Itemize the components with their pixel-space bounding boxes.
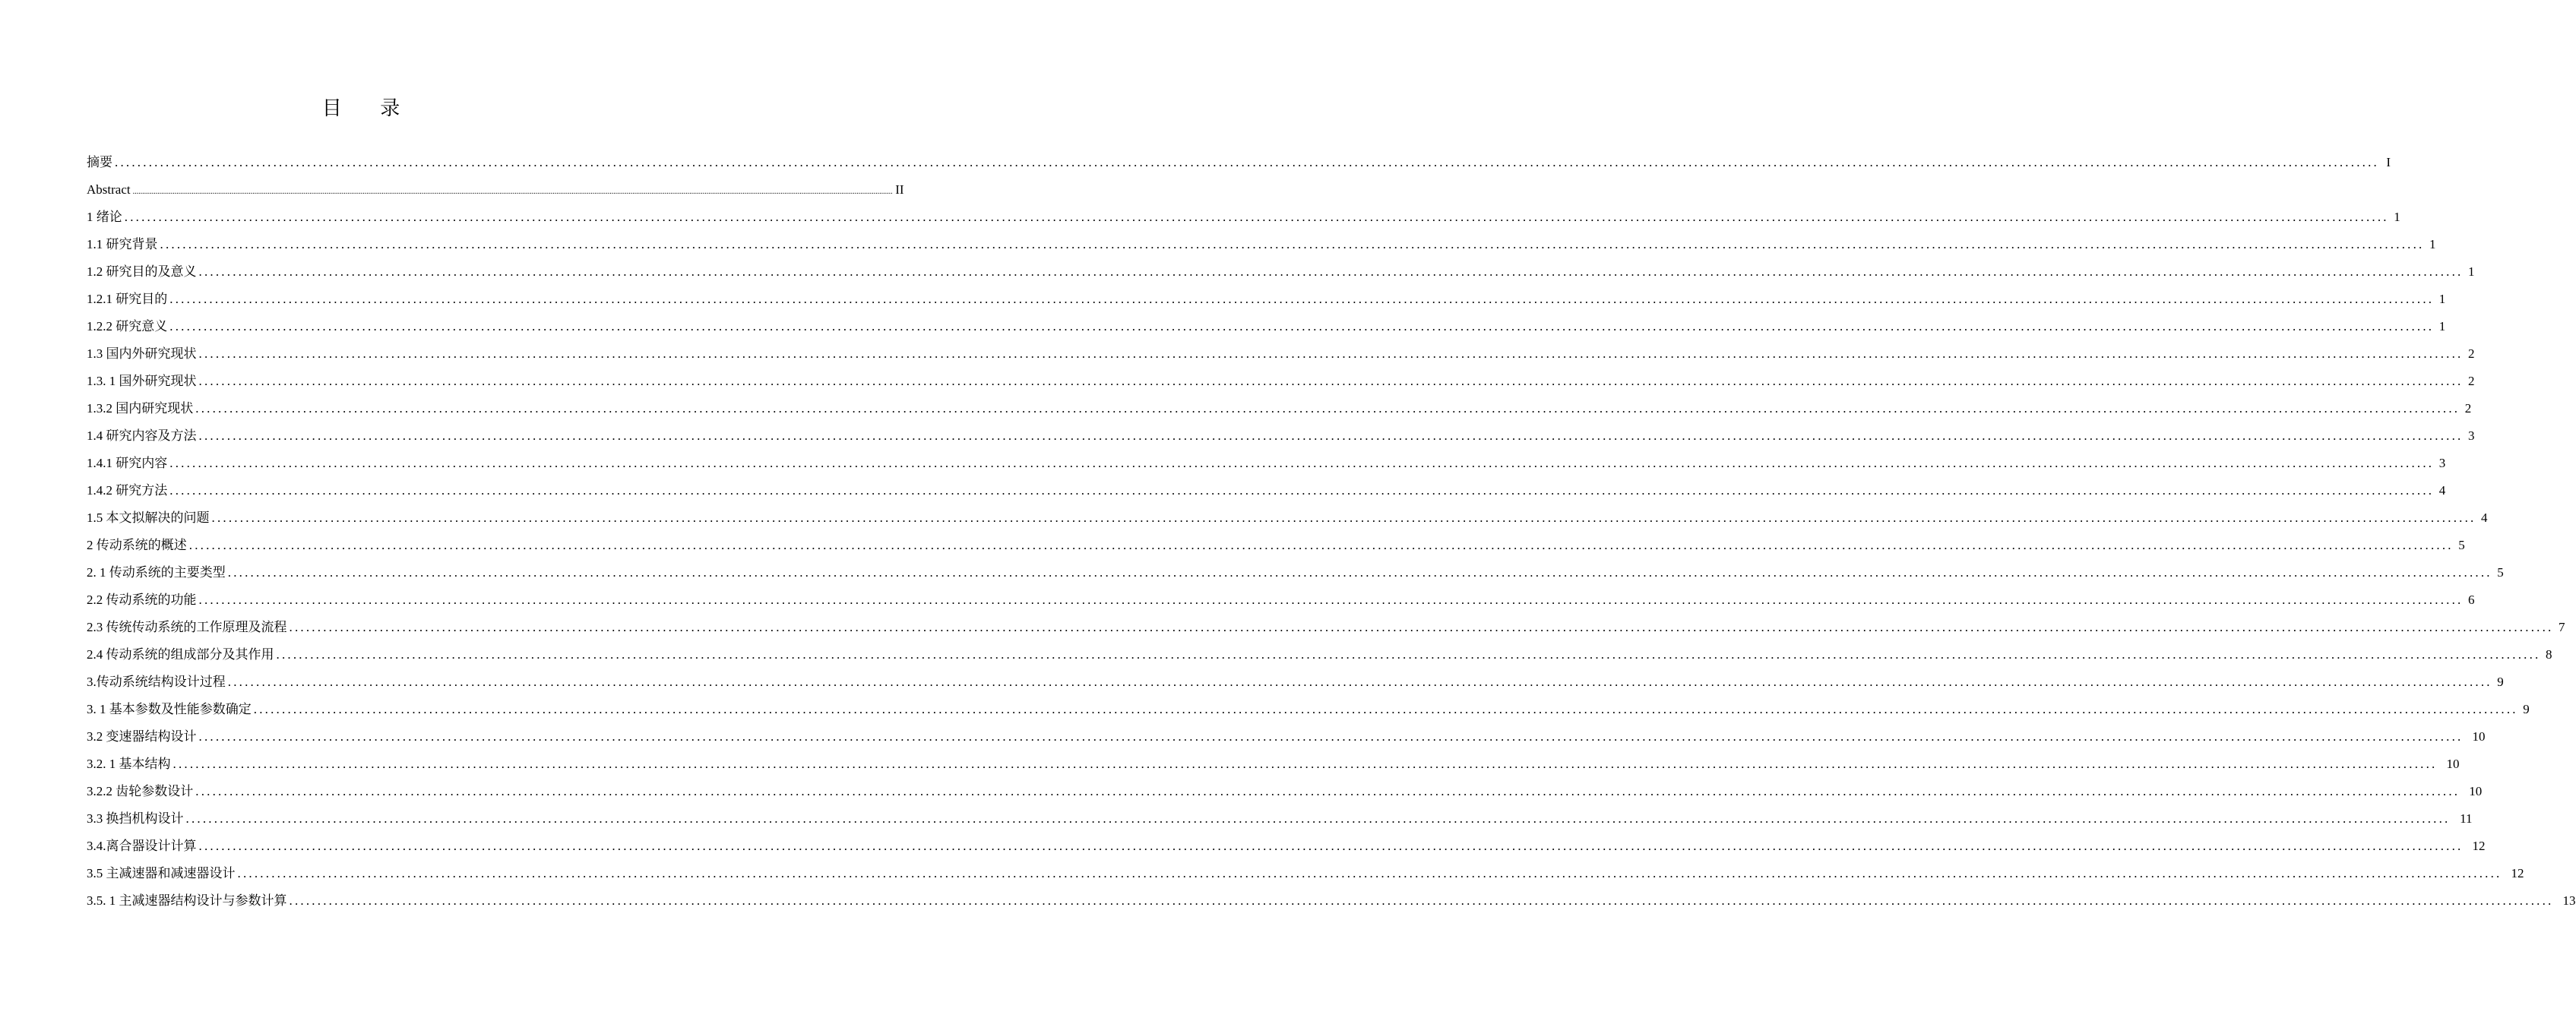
toc-entry-page-number: 10	[2469, 784, 2483, 798]
toc-dot-leader: ................................................................................................................................................................................................................................................................................................................................................................................................................	[227, 565, 2492, 580]
toc-entry-page-number: 4	[2481, 510, 2488, 525]
toc-dot-leader: ................................................................................................................................................................................................................................................................................................................................................................................................................	[124, 210, 2389, 224]
toc-entry-label: 摘要	[87, 155, 112, 169]
toc-entry-page-number: 7	[2559, 620, 2565, 634]
toc-entry-label: 3.2.2 齿轮参数设计	[87, 784, 194, 798]
toc-dot-leader: ................................................................................................................................................................................................................................................................................................................................................................................................................	[198, 729, 2464, 744]
toc-entry[interactable]	[87, 477, 2446, 504]
toc-entry[interactable]	[87, 778, 2483, 805]
toc-entry-label: 1.4.1 研究内容	[87, 456, 168, 470]
toc-entry-label: 1.2.2 研究意义	[87, 319, 168, 333]
toc-entry[interactable]	[87, 559, 2504, 586]
toc-entry-label: 1.2.1 研究目的	[87, 292, 168, 306]
toc-dot-leader: ................................................................................................................................................................................................................................................................................................................................................................................................................	[198, 593, 2464, 607]
toc-entry[interactable]	[87, 669, 2504, 696]
toc-entry-page-number: 13	[2562, 893, 2576, 908]
toc-entry-page-number: 1	[2468, 264, 2475, 279]
toc-entry-page-number: 3	[2438, 456, 2446, 470]
toc-entry[interactable]	[87, 395, 2472, 422]
toc-entry-label: 2.3 传统传动系统的工作原理及流程	[87, 620, 287, 634]
toc-dot-leader: ................................................................................................................................................................................................................................................................................................................................................................................................................	[169, 483, 2435, 498]
toc-dot-leader: ................................................................................................................................................................................................................................................................................................................................................................................................................	[276, 647, 2541, 662]
toc-entry-label: 3.2 变速器结构设计	[87, 729, 197, 744]
toc-entry-page-number: 12	[2472, 839, 2486, 853]
toc-entry[interactable]	[87, 504, 2488, 532]
toc-entry-page-number: 12	[2511, 866, 2524, 880]
toc-dot-leader: ................................................................................................................................................................................................................................................................................................................................................................................................................	[169, 319, 2435, 333]
toc-entry-page-number: 2	[2464, 401, 2472, 416]
toc-entry-page-number: 6	[2468, 593, 2475, 607]
toc-dot-leader: ................................................................................................................................................................................................................................................................................................................................................................................................................	[198, 839, 2464, 853]
toc-entry[interactable]	[87, 450, 2446, 477]
toc-entry-page-number: 10	[2472, 729, 2486, 744]
toc-dot-leader: ................................................................................................................................................................................................................................................................................................................................................................................................................	[198, 374, 2464, 388]
toc-dot-leader: ................................................................................................................................................................................................................................................................................................................................................................................................................	[289, 893, 2554, 908]
toc-entry[interactable]	[87, 258, 2475, 286]
toc-entry-page-number: 9	[2497, 675, 2504, 689]
toc-entry-page-number: 2	[2468, 374, 2475, 388]
toc-entry-label: 1 绪论	[87, 210, 122, 224]
toc-entry-label: 3.传动系统结构设计过程	[87, 675, 226, 689]
toc-dot-leader: ................................................................................................................................................................................................................................................................................................................................................................................................................	[227, 675, 2492, 689]
toc-entry[interactable]	[87, 887, 2576, 915]
toc-entry-label: 2.4 传动系统的组成部分及其作用	[87, 647, 274, 662]
toc-entry-label: 2 传动系统的概述	[87, 538, 187, 552]
toc-dot-leader: ................................................................................................................................................................................................................................................................................................................................................................................................................	[185, 811, 2451, 826]
toc-entry-label: 2.2 传动系统的功能	[87, 593, 197, 607]
toc-entry-label: 3.3 换挡机构设计	[87, 811, 184, 826]
toc-entry-page-number: 11	[2460, 811, 2473, 826]
toc-entry[interactable]	[87, 833, 2486, 860]
toc-dot-leader: ................................................................................................................................................................................................................................................................................................................................................................................................................	[169, 456, 2435, 470]
toc-dot-leader: ................................................................................................................................................................................................................................................................................................................................................................................................................	[160, 237, 2425, 251]
toc-entry-page-number: 4	[2438, 483, 2446, 498]
toc-dot-leader: ................................................................................................................................................................................................................................................................................................................................................................................................................	[115, 155, 2379, 169]
toc-entry-label: 1.1 研究背景	[87, 237, 158, 251]
toc-entry[interactable]	[87, 286, 2446, 313]
toc-entry[interactable]	[87, 696, 2530, 723]
toc-entry[interactable]	[87, 368, 2475, 395]
toc-entry-page-number: II	[895, 182, 904, 197]
toc-entry[interactable]	[87, 805, 2473, 833]
toc-entry-label: 2. 1 传动系统的主要类型	[87, 565, 226, 580]
toc-entry[interactable]	[87, 751, 2460, 778]
toc-entry-page-number: 8	[2546, 647, 2552, 662]
toc-entry[interactable]	[87, 422, 2475, 450]
toc-entry-label: 3. 1 基本参数及性能参数确定	[87, 702, 252, 716]
toc-dot-leader: ................................................................................................................................................................................................................................................................................................................................................................................................................	[195, 401, 2460, 416]
toc-entry[interactable]	[87, 723, 2486, 751]
toc-dot-leader: ................................................................................................................................................................................................................................................................................................................................................................................................................	[132, 188, 893, 196]
toc-dot-leader: ................................................................................................................................................................................................................................................................................................................................................................................................................	[198, 264, 2464, 279]
toc-entry[interactable]	[87, 149, 2391, 176]
toc-entry-page-number: 1	[2429, 237, 2436, 251]
toc-entry[interactable]	[87, 860, 2524, 887]
toc-title: 目 录	[321, 97, 417, 119]
toc-entry[interactable]	[87, 586, 2475, 614]
toc-entry-page-number: 1	[2438, 319, 2446, 333]
toc-entry-page-number: 2	[2468, 346, 2475, 361]
toc-entry-page-number: 10	[2446, 757, 2460, 771]
toc-entry-label: Abstract	[87, 182, 131, 197]
toc-entry-page-number: 3	[2468, 428, 2475, 443]
toc-dot-leader: ................................................................................................................................................................................................................................................................................................................................................................................................................	[195, 784, 2460, 798]
toc-entry-page-number: I	[2386, 155, 2391, 169]
toc-dot-leader: ................................................................................................................................................................................................................................................................................................................................................................................................................	[253, 702, 2518, 716]
toc-entry-label: 1.3 国内外研究现状	[87, 346, 197, 361]
toc-dot-leader: ................................................................................................................................................................................................................................................................................................................................................................................................................	[237, 866, 2502, 880]
toc-entry-label: 3.5. 1 主减速器结构设计与参数计算	[87, 893, 287, 908]
toc-entry[interactable]	[87, 340, 2475, 368]
toc-dot-leader: ................................................................................................................................................................................................................................................................................................................................................................................................................	[188, 538, 2454, 552]
toc-dot-leader: ................................................................................................................................................................................................................................................................................................................................................................................................................	[211, 510, 2476, 525]
toc-entry-label: 1.5 本文拟解决的问题	[87, 510, 210, 525]
toc-entry-label: 1.4 研究内容及方法	[87, 428, 197, 443]
toc-entry-label: 3.2. 1 基本结构	[87, 757, 171, 771]
toc-entry-label: 1.3.2 国内研究现状	[87, 401, 194, 416]
toc-entry-label: 3.5 主减速器和减速器设计	[87, 866, 236, 880]
toc-entry[interactable]	[87, 532, 2465, 559]
toc-entry-page-number: 9	[2523, 702, 2530, 716]
toc-entry[interactable]	[87, 614, 2565, 641]
toc-entry-page-number: 5	[2497, 565, 2504, 580]
toc-entry-label: 1.2 研究目的及意义	[87, 264, 197, 279]
toc-entry[interactable]	[87, 204, 2400, 231]
toc-entry[interactable]	[87, 313, 2446, 340]
toc-dot-leader: ................................................................................................................................................................................................................................................................................................................................................................................................................	[198, 428, 2464, 443]
toc-entry[interactable]	[87, 231, 2436, 258]
toc-entry[interactable]	[87, 176, 904, 204]
toc-dot-leader: ................................................................................................................................................................................................................................................................................................................................................................................................................	[289, 620, 2554, 634]
toc-entry[interactable]	[87, 641, 2552, 669]
toc-entry-label: 3.4.离合器设计计算	[87, 839, 197, 853]
toc-dot-leader: ................................................................................................................................................................................................................................................................................................................................................................................................................	[198, 346, 2464, 361]
toc-entry-label: 1.3. 1 国外研究现状	[87, 374, 197, 388]
toc-dot-leader: ................................................................................................................................................................................................................................................................................................................................................................................................................	[169, 292, 2435, 306]
toc-list	[87, 149, 2576, 915]
toc-entry-page-number: 1	[2438, 292, 2446, 306]
toc-entry-page-number: 5	[2458, 538, 2465, 552]
toc-entry-label: 1.4.2 研究方法	[87, 483, 168, 498]
toc-entry-page-number: 1	[2394, 210, 2400, 224]
toc-dot-leader: ................................................................................................................................................................................................................................................................................................................................................................................................................	[172, 757, 2438, 771]
